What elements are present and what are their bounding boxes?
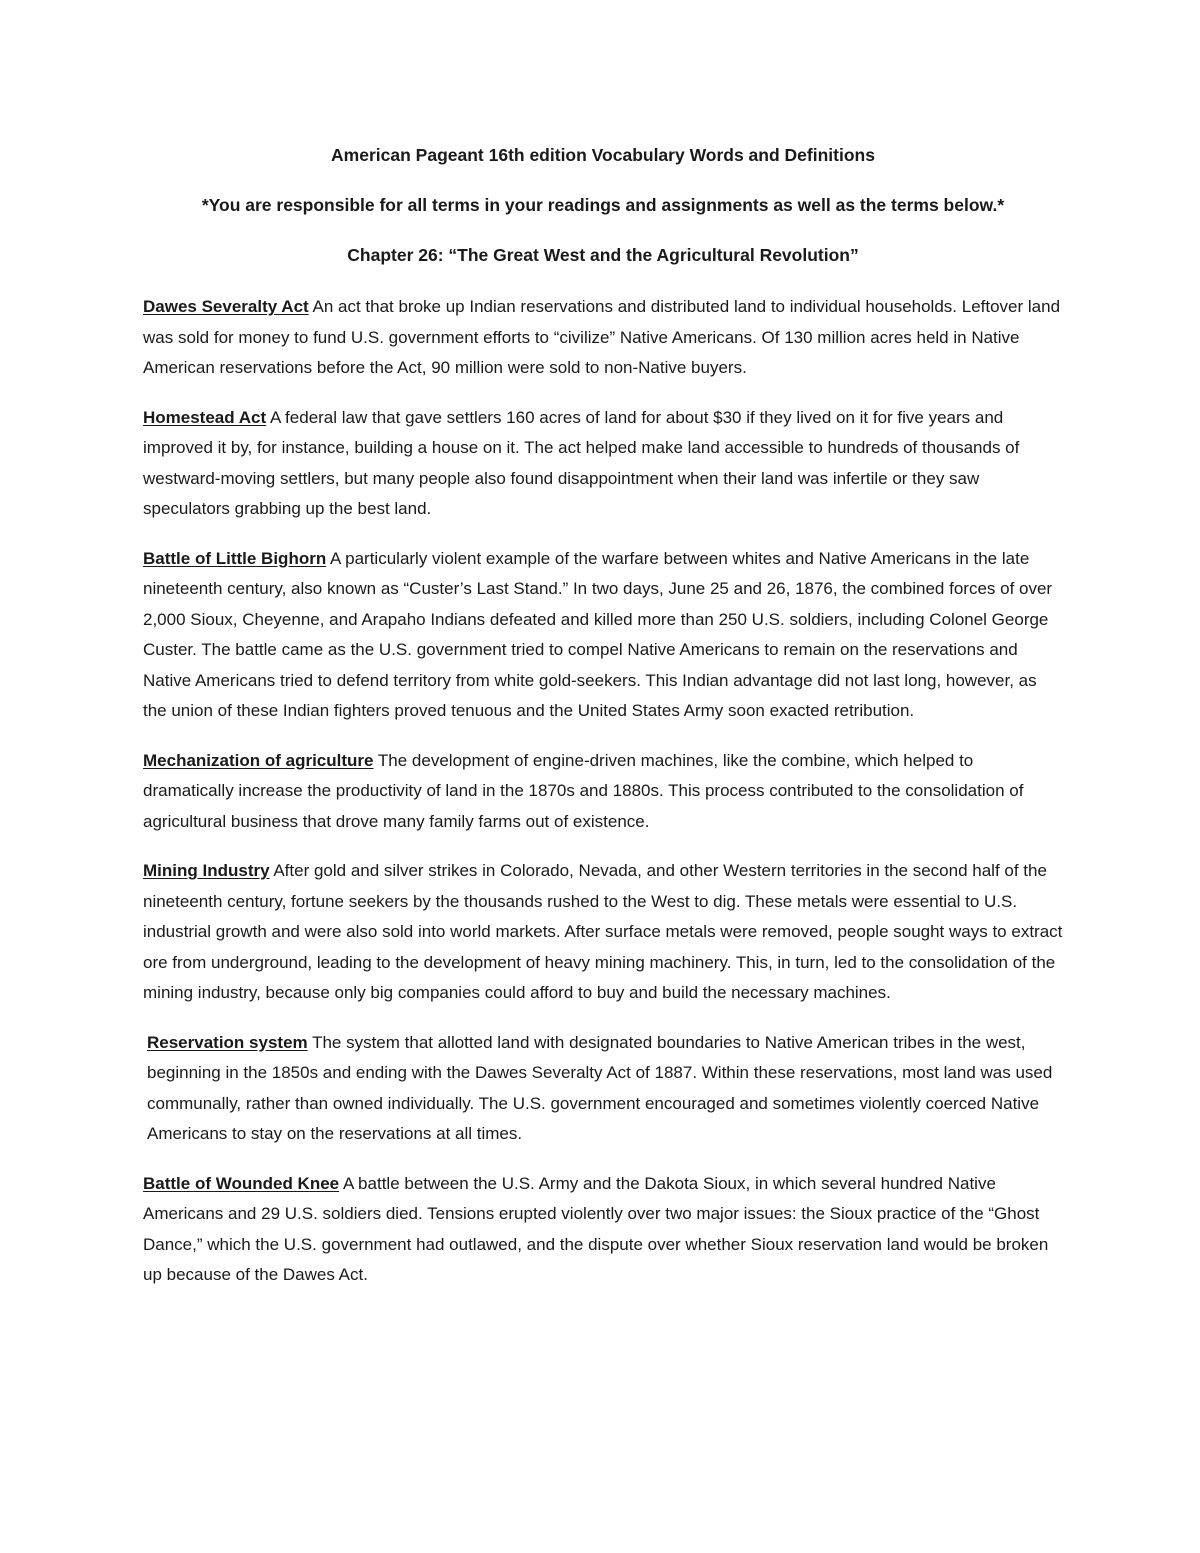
document-subtitle: *You are responsible for all terms in your readings and assignments as well as the terms below.* bbox=[201, 195, 1005, 215]
chapter-heading: Chapter 26: “The Great West and the Agricultural Revolution” bbox=[347, 245, 859, 265]
vocab-entry-battle-of-wounded-knee bbox=[143, 1169, 1063, 1291]
vocab-term: Mining Industry bbox=[143, 861, 270, 880]
vocab-definition: After gold and silver strikes in Colorado, Nevada, and other Western territories in the second half of the nineteenth century, fortune seekers by the thousands rushed to the West to dig. These metals were essential to U.S. industrial growth and were also sold into world markets. After surface metals were removed, people sought ways to extract ore from underground, leading to the development of heavy mining machinery. This, in turn, led to the consolidation of the mining industry, because only big companies could afford to buy and build the necessary machines. bbox=[143, 861, 1063, 1002]
vocab-entry-reservation-system bbox=[143, 1028, 1063, 1150]
vocab-definition: An act that broke up Indian reservations and distributed land to individual households. Leftover land was sold for money to fund U.S. government efforts to “civilize” Native Americans. Of 130 million acres held in Native American reservations before the Act, 90 million were sold to non-Native buyers. bbox=[143, 297, 1061, 377]
vocab-term: Dawes Severalty Act bbox=[143, 297, 309, 316]
vocab-entry-homestead-act bbox=[143, 403, 1063, 525]
vocab-definition: The development of engine-driven machines, like the combine, which helped to dramatically increase the productivity of land in the 1870s and 1880s. This process contributed to the consolidation of agricultural business that drove many family farms out of existence. bbox=[143, 750, 1024, 831]
document-body bbox=[143, 142, 1063, 1310]
vocab-definition: A federal law that gave settlers 160 acres of land for about $30 if they lived on it for five years and improved it by, for instance, building a house on it. The act helped make land accessible to hundreds of thousands of westward-moving settlers, but many people also found disappointment when their land was infertile or they saw speculators grabbing up the best land. bbox=[143, 407, 1020, 518]
vocab-term: Homestead Act bbox=[143, 407, 267, 427]
vocab-term: Battle of Little Bighorn bbox=[143, 548, 327, 568]
vocab-entry-dawes-severalty-act bbox=[143, 292, 1063, 384]
vocab-entry-mining-industry bbox=[143, 856, 1063, 1009]
vocab-definition: A battle between the U.S. Army and the Dakota Sioux, in which several hundred Native Americans and 29 U.S. soldiers died. Tensions erupted violently over two major issues: the Sioux practice of the “Ghost Dance,” which the U.S. government had outlawed, and the dispute over whether Sioux reservation land would be broken up because of the Dawes Act. bbox=[143, 1173, 1049, 1284]
vocab-term: Reservation system bbox=[147, 1032, 308, 1052]
vocab-term: Mechanization of agriculture bbox=[143, 750, 374, 770]
vocab-entry-mechanization-of-agriculture bbox=[143, 746, 1063, 838]
vocab-entry-battle-of-little-bighorn bbox=[143, 544, 1063, 727]
vocab-definition: A particularly violent example of the warfare between whites and Native Americans in the late nineteenth century, also known as “Custer’s Last Stand.” In two days, June 25 and 26, 1876, the combined forces of over 2,000 Sioux, Cheyenne, and Arapaho Indians defeated and killed more than 250 U.S. soldiers, including Colonel George Custer. The battle came as the U.S. government tried to compel Native Americans to remain on the reservations and Native Americans tried to defend territory from white gold-seekers. This Indian advantage did not last long, however, as the union of these Indian fighters proved tenuous and the United States Army soon exacted retribution. bbox=[143, 548, 1053, 720]
document-title: American Pageant 16th edition Vocabulary Words and Definitions bbox=[331, 145, 875, 165]
vocab-definition: The system that allotted land with designated boundaries to Native American tribes in the west, beginning in the 1850s and ending with the Dawes Severalty Act of 1887. Within these reservations, most land was used communally, rather than owned individually. The U.S. government encouraged and sometimes violently coerced Native Americans to stay on the reservations at all times. bbox=[147, 1032, 1053, 1143]
vocab-term: Battle of Wounded Knee bbox=[143, 1173, 340, 1193]
